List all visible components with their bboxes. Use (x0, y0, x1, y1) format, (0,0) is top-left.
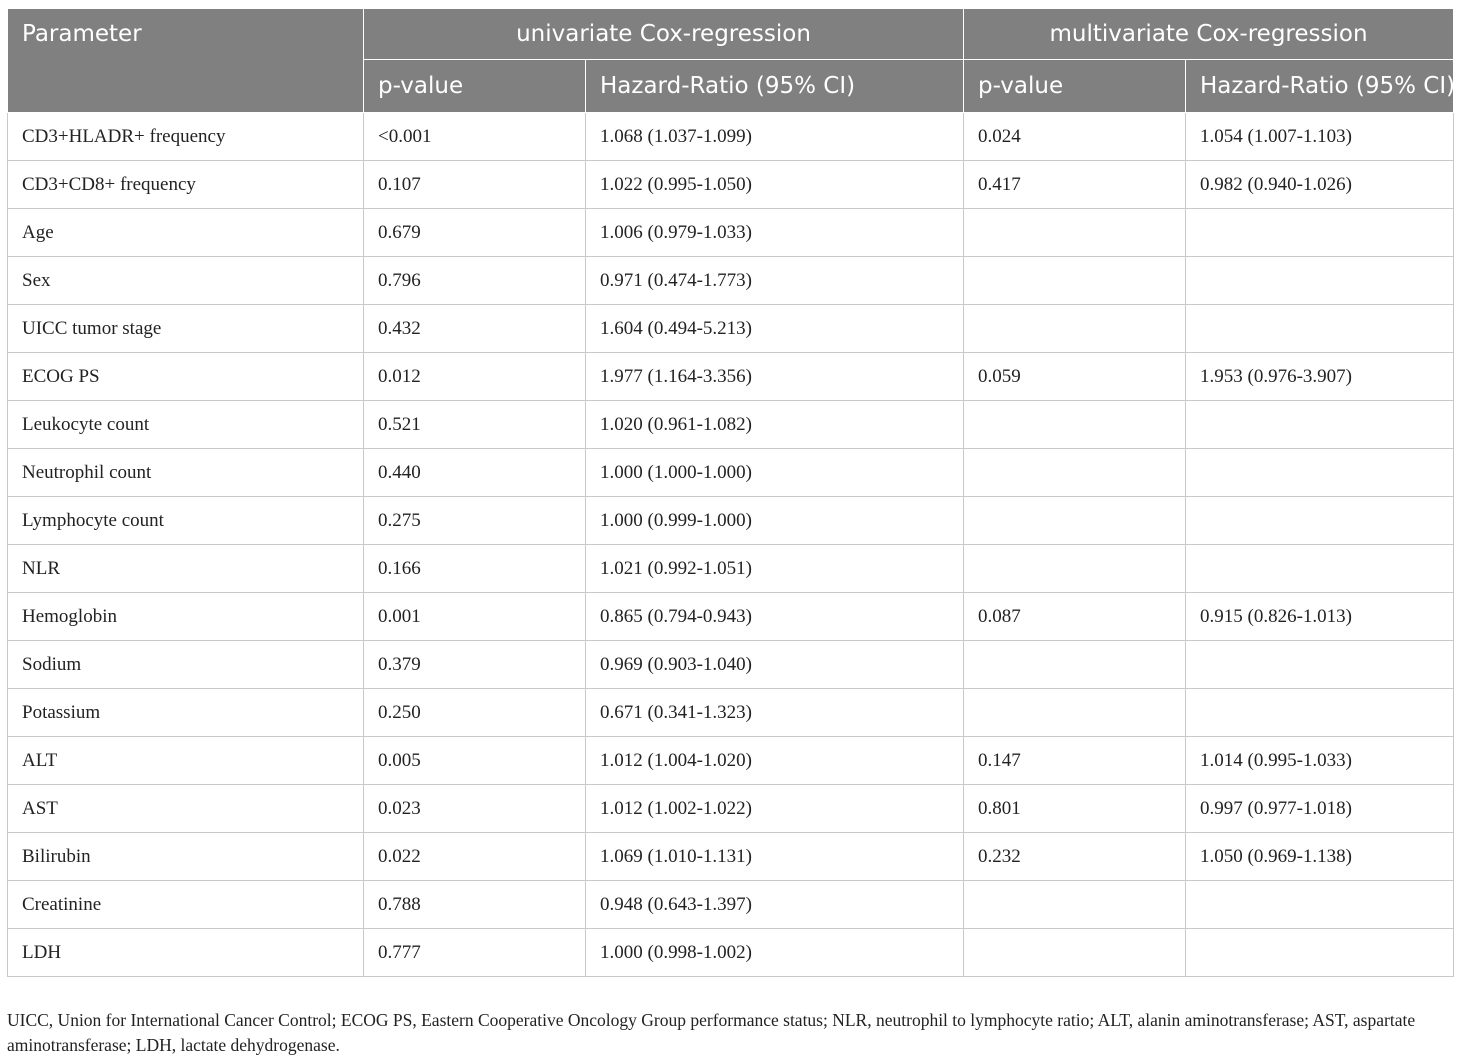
cell-multi-p (964, 689, 1186, 737)
table-row (8, 305, 1454, 353)
cell-uni-hr: 0.971 (0.474-1.773) (586, 257, 964, 305)
header-multi-hazard-ratio: Hazard-Ratio (95% CI) (1186, 60, 1454, 113)
cell-uni-hr: 1.000 (0.999-1.000) (586, 497, 964, 545)
cell-multi-hr: 0.997 (0.977-1.018) (1186, 785, 1454, 833)
cell-multi-p (964, 497, 1186, 545)
cell-parameter: Lymphocyte count (8, 497, 364, 545)
cell-uni-hr: 1.000 (0.998-1.002) (586, 929, 964, 977)
cell-uni-hr: 1.977 (1.164-3.356) (586, 353, 964, 401)
cell-multi-hr (1186, 305, 1454, 353)
table-header (8, 9, 1454, 113)
header-uni-p-value: p-value (364, 60, 586, 113)
cell-parameter: UICC tumor stage (8, 305, 364, 353)
cell-uni-hr: 1.068 (1.037-1.099) (586, 113, 964, 161)
table-row (8, 161, 1454, 209)
cell-uni-hr: 1.021 (0.992-1.051) (586, 545, 964, 593)
cell-multi-hr (1186, 497, 1454, 545)
header-multivariate: multivariate Cox-regression (964, 9, 1454, 60)
cell-uni-hr: 0.865 (0.794-0.943) (586, 593, 964, 641)
cell-multi-p (964, 929, 1186, 977)
cell-parameter: Sex (8, 257, 364, 305)
cell-uni-p: 0.379 (364, 641, 586, 689)
cell-multi-hr (1186, 929, 1454, 977)
table-row (8, 353, 1454, 401)
cell-parameter: CD3+HLADR+ frequency (8, 113, 364, 161)
cell-parameter: Age (8, 209, 364, 257)
header-row-groups (8, 9, 1454, 60)
cell-multi-hr (1186, 209, 1454, 257)
cell-parameter: Sodium (8, 641, 364, 689)
cell-uni-hr: 1.604 (0.494-5.213) (586, 305, 964, 353)
cell-uni-hr: 1.012 (1.002-1.022) (586, 785, 964, 833)
cell-multi-hr (1186, 881, 1454, 929)
cell-multi-p: 0.147 (964, 737, 1186, 785)
cell-uni-p: 0.023 (364, 785, 586, 833)
header-uni-hazard-ratio: Hazard-Ratio (95% CI) (586, 60, 964, 113)
cell-multi-hr (1186, 545, 1454, 593)
cell-uni-p: 0.107 (364, 161, 586, 209)
table-row (8, 689, 1454, 737)
cell-uni-p: 0.012 (364, 353, 586, 401)
cell-parameter: NLR (8, 545, 364, 593)
cell-multi-p (964, 449, 1186, 497)
cell-multi-p: 0.059 (964, 353, 1186, 401)
table-row (8, 209, 1454, 257)
cell-parameter: ECOG PS (8, 353, 364, 401)
cell-multi-p (964, 257, 1186, 305)
cell-uni-hr: 0.948 (0.643-1.397) (586, 881, 964, 929)
cell-uni-hr: 0.671 (0.341-1.323) (586, 689, 964, 737)
cell-multi-p: 0.801 (964, 785, 1186, 833)
table-row (8, 449, 1454, 497)
results-table-container (7, 8, 1456, 977)
table-row (8, 785, 1454, 833)
cell-uni-p: 0.022 (364, 833, 586, 881)
cell-uni-hr: 1.022 (0.995-1.050) (586, 161, 964, 209)
cell-uni-p: 0.679 (364, 209, 586, 257)
cell-multi-hr: 0.982 (0.940-1.026) (1186, 161, 1454, 209)
cell-uni-p: 0.432 (364, 305, 586, 353)
cell-multi-p: 0.024 (964, 113, 1186, 161)
header-multi-p-value: p-value (964, 60, 1186, 113)
cell-parameter: Bilirubin (8, 833, 364, 881)
cell-multi-p (964, 545, 1186, 593)
cell-uni-p: 0.788 (364, 881, 586, 929)
cell-multi-hr (1186, 449, 1454, 497)
cell-multi-hr: 1.050 (0.969-1.138) (1186, 833, 1454, 881)
table-row (8, 641, 1454, 689)
cell-multi-hr: 1.054 (1.007-1.103) (1186, 113, 1454, 161)
cell-multi-hr (1186, 689, 1454, 737)
cell-parameter: ALT (8, 737, 364, 785)
table-row (8, 881, 1454, 929)
cell-uni-hr: 1.006 (0.979-1.033) (586, 209, 964, 257)
cell-parameter: Neutrophil count (8, 449, 364, 497)
cell-uni-hr: 1.000 (1.000-1.000) (586, 449, 964, 497)
cell-parameter: Potassium (8, 689, 364, 737)
cell-parameter: Leukocyte count (8, 401, 364, 449)
table-footnote: UICC, Union for International Cancer Control; ECOG PS, Eastern Cooperative Oncology Group performance status; NLR, neutrophil to lymphocyte ratio; ALT, alanin aminotransferase; AST, aspartate aminotransferase; LDH, lactate dehydrogenase. (7, 1009, 1416, 1055)
cell-uni-hr: 1.020 (0.961-1.082) (586, 401, 964, 449)
cell-multi-hr: 1.014 (0.995-1.033) (1186, 737, 1454, 785)
cell-multi-hr: 1.953 (0.976-3.907) (1186, 353, 1454, 401)
cell-uni-hr: 0.969 (0.903-1.040) (586, 641, 964, 689)
cell-parameter: Hemoglobin (8, 593, 364, 641)
cell-uni-p: 0.521 (364, 401, 586, 449)
cell-uni-p: 0.777 (364, 929, 586, 977)
header-univariate: univariate Cox-regression (364, 9, 964, 60)
header-parameter: Parameter (8, 9, 364, 113)
cox-regression-table (7, 8, 1454, 977)
cell-multi-hr (1186, 641, 1454, 689)
table-row (8, 257, 1454, 305)
cell-uni-p: 0.250 (364, 689, 586, 737)
cell-uni-hr: 1.069 (1.010-1.131) (586, 833, 964, 881)
table-row (8, 113, 1454, 161)
cell-multi-p: 0.087 (964, 593, 1186, 641)
table-row (8, 593, 1454, 641)
cell-uni-hr: 1.012 (1.004-1.020) (586, 737, 964, 785)
table-row (8, 737, 1454, 785)
cell-uni-p: 0.440 (364, 449, 586, 497)
cell-uni-p: 0.001 (364, 593, 586, 641)
cell-multi-p: 0.417 (964, 161, 1186, 209)
cell-multi-hr (1186, 257, 1454, 305)
table-row (8, 401, 1454, 449)
cell-uni-p: 0.005 (364, 737, 586, 785)
table-row (8, 833, 1454, 881)
table-row (8, 545, 1454, 593)
cell-multi-p (964, 209, 1186, 257)
table-row (8, 497, 1454, 545)
cell-parameter: LDH (8, 929, 364, 977)
table-row (8, 929, 1454, 977)
cell-uni-p: 0.796 (364, 257, 586, 305)
cell-multi-p (964, 881, 1186, 929)
cell-multi-p: 0.232 (964, 833, 1186, 881)
cell-multi-p (964, 305, 1186, 353)
cell-multi-hr (1186, 401, 1454, 449)
table-body (8, 113, 1454, 977)
cell-multi-p (964, 401, 1186, 449)
cell-parameter: CD3+CD8+ frequency (8, 161, 364, 209)
cell-parameter: AST (8, 785, 364, 833)
cell-uni-p: <0.001 (364, 113, 586, 161)
cell-uni-p: 0.275 (364, 497, 586, 545)
cell-multi-hr: 0.915 (0.826-1.013) (1186, 593, 1454, 641)
cell-multi-p (964, 641, 1186, 689)
cell-parameter: Creatinine (8, 881, 364, 929)
cell-uni-p: 0.166 (364, 545, 586, 593)
